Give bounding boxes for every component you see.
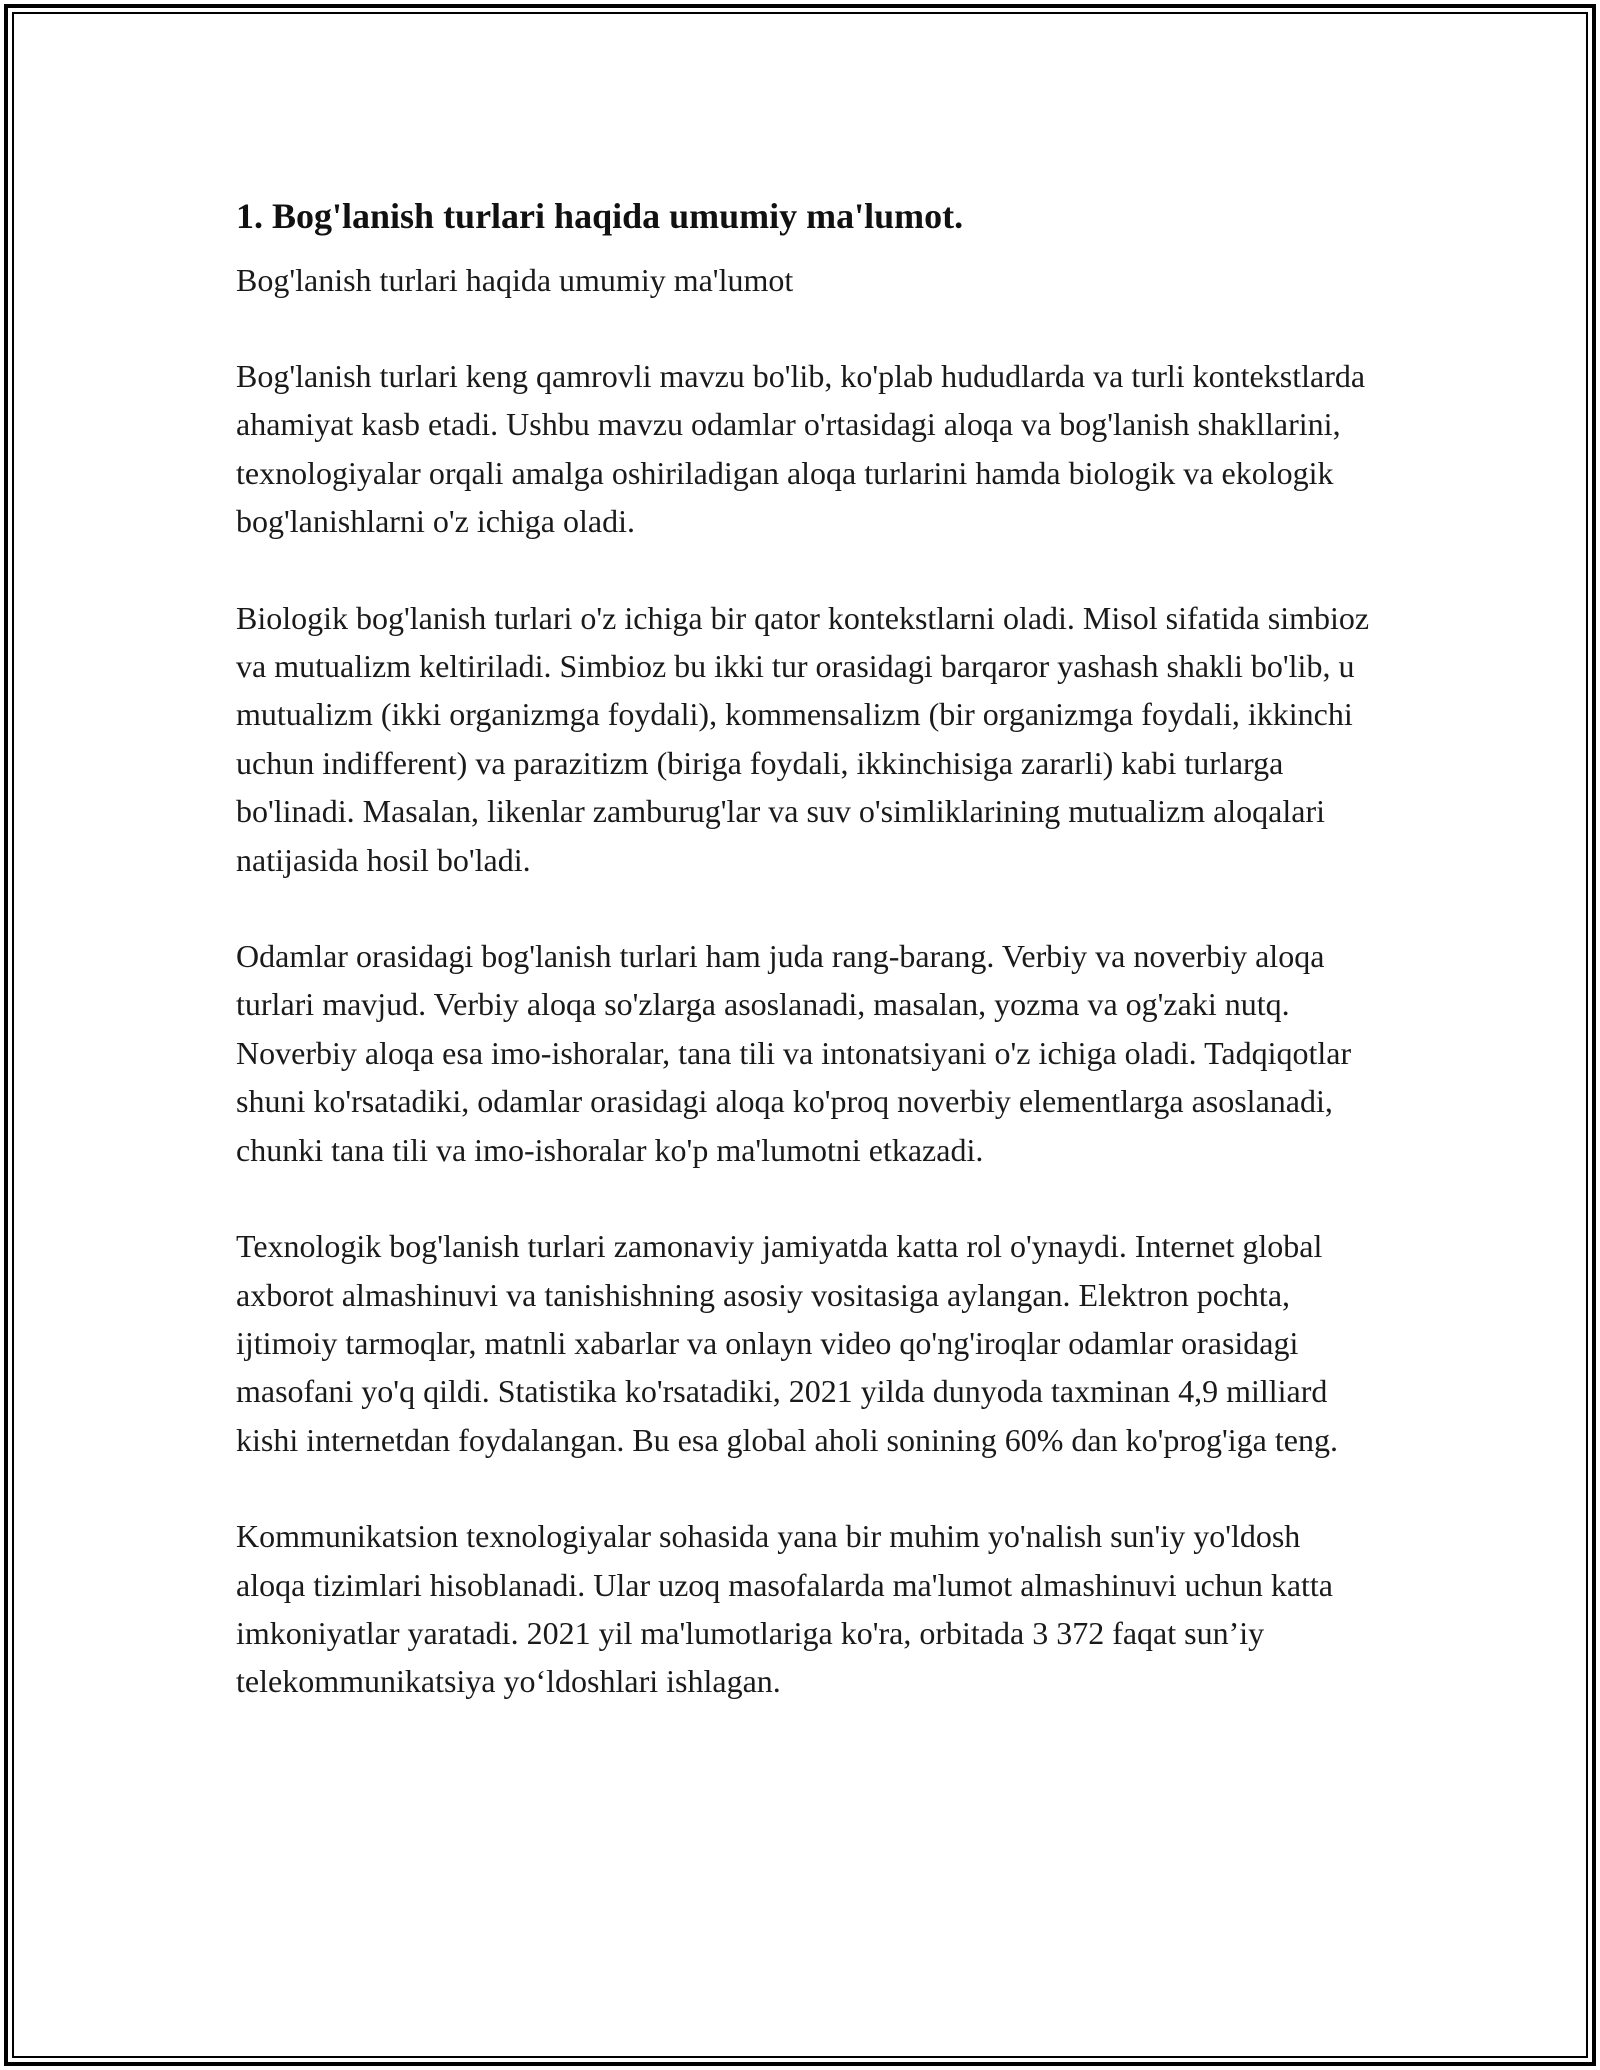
paragraph-satellite: Kommunikatsion texnologiyalar sohasida yana bir muhim yo'nalish sun'iy yo'ldosh aloqa tizimlari hisoblanadi. Ular uzoq masofalarda ma'lumot almashinuvi uchun katta imkoniyatlar yaratadi. 2021 yil ma'lumotlariga ko'ra, orbitada 3 372 faqat sun’iy telekommunikatsiya yo‘ldoshlari ishlagan. <box>236 1518 1333 1700</box>
paragraph-biological: Biologik bog'lanish turlari o'z ichiga bir qator kontekstlarni oladi. Misol sifatida simbioz va mutualizm keltiriladi. Simbioz bu ikki tur orasidagi barqaror yashash shakli bo'lib, u mutualizm (ikki organizmga foydali), kommensalizm (bir organizmga foydali, ikkinchi uchun indifferent) va parazitizm (biriga foydali, ikkinchisiga zararli) kabi turlarga bo'linadi. Masalan, likenlar zamburug'lar va suv o'simliklarining mutualizm aloqalari natijasida hosil bo'ladi. <box>236 599 1370 878</box>
document-body <box>236 186 1376 1754</box>
document-subheading: Bog'lanish turlari haqida umumiy ma'lumot <box>236 262 794 298</box>
paragraph-technological: Texnologik bog'lanish turlari zamonaviy jamiyatda katta rol o'ynaydi. Internet global axborot almashinuvi va tanishishning asosiy vositasiga aylangan. Elektron pochta, ijtimoiy tarmoqlar, matnli xabarlar va onlayn video qo'ng'iroqlar odamlar orasidagi masofani yo'q qildi. Statistika ko'rsatadiki, 2021 yilda dunyoda taxminan 4,9 milliard kishi internetdan foydalangan. Bu esa global aholi sonining 60% dan ko'prog'iga teng. <box>236 1228 1338 1458</box>
document-heading: 1. Bog'lanish turlari haqida umumiy ma'lumot. <box>236 196 964 236</box>
paragraph-human: Odamlar orasidagi bog'lanish turlari ham juda rang-barang. Verbiy va noverbiy aloqa turlari mavjud. Verbiy aloqa so'zlarga asoslanadi, masalan, yozma va og'zaki nutq. Noverbiy aloqa esa imo-ishoralar, tana tili va intonatsiyani o'z ichiga oladi. Tadqiqotlar shuni ko'rsatadiki, odamlar orasidagi aloqa ko'proq noverbiy elementlarga asoslanadi, chunki tana tili va imo-ishoralar ko'p ma'lumotni etkazadi. <box>236 938 1352 1168</box>
paragraph-intro: Bog'lanish turlari keng qamrovli mavzu bo'lib, ko'plab hududlarda va turli kontekstlarda ahamiyat kasb etadi. Ushbu mavzu odamlar o'rtasidagi aloqa va bog'lanish shakllarini, texnologiyalar orqali amalga oshiriladigan aloqa turlarini hamda biologik va ekologik bog'lanishlarni o'z ichiga oladi. <box>236 358 1366 540</box>
